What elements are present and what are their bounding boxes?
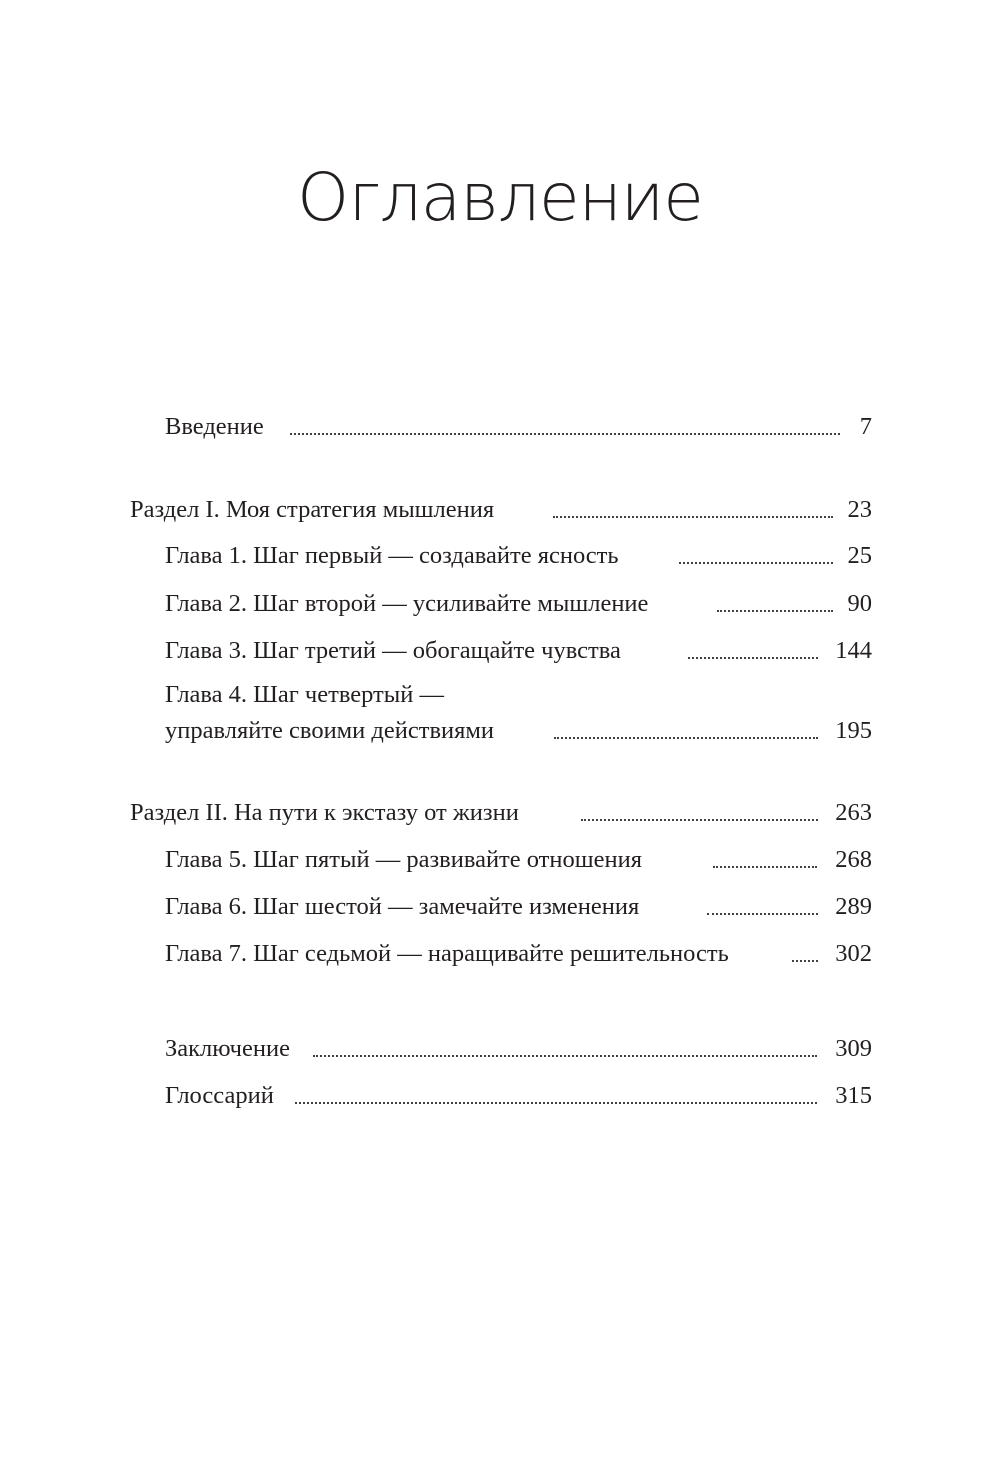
toc-entry-chapter-3[interactable] <box>0 633 1000 669</box>
toc-entry-label: Заключение <box>165 1035 290 1062</box>
toc-entry-page: 195 <box>835 717 872 744</box>
dot-leader <box>792 960 818 962</box>
toc-entry-page: 144 <box>835 637 872 664</box>
toc-entry-label: Глава 1. Шаг первый — создавайте ясность <box>165 542 619 569</box>
toc-entry-conclusion[interactable] <box>0 1031 1000 1067</box>
toc-entry-label: Глоссарий <box>165 1082 274 1109</box>
toc-entry-page: 7 <box>859 413 872 440</box>
toc-entry-intro[interactable] <box>0 409 1000 445</box>
toc-entry-page: 23 <box>847 496 872 523</box>
dot-leader <box>707 913 818 915</box>
dot-leader <box>688 657 818 659</box>
toc-entry-glossary[interactable] <box>0 1078 1000 1114</box>
toc-entry-page: 90 <box>847 590 872 617</box>
dot-leader <box>679 562 833 564</box>
dot-leader <box>295 1102 817 1104</box>
toc-entry-page: 289 <box>835 893 872 920</box>
page-title: Оглавление <box>297 159 703 236</box>
toc-entry-chapter-5[interactable] <box>0 842 1000 878</box>
toc-entry-page: 263 <box>835 799 872 826</box>
dot-leader <box>313 1055 817 1057</box>
toc-entry-label-line-2: управляйте своими действиями <box>165 717 495 744</box>
dot-leader <box>553 516 833 518</box>
toc-entry-page: 302 <box>835 940 872 967</box>
toc-entry-label: Глава 6. Шаг шестой — замечайте изменения <box>165 893 640 920</box>
dot-leader <box>713 866 817 868</box>
toc-entry-page: 309 <box>835 1035 872 1062</box>
toc-entry-page: 315 <box>835 1082 872 1109</box>
toc-entry-label: Раздел I. Моя стратегия мышления <box>130 496 495 523</box>
dot-leader <box>290 433 840 435</box>
toc-entry-label: Глава 2. Шаг второй — усиливайте мышление <box>165 590 649 617</box>
toc-entry-chapter-2[interactable] <box>0 586 1000 622</box>
toc-entry-label: Раздел II. На пути к экстазу от жизни <box>130 799 519 826</box>
toc-entry-chapter-6[interactable] <box>0 889 1000 925</box>
toc-entry-page: 25 <box>847 542 872 569</box>
dot-leader <box>717 610 833 612</box>
toc-entry-label: Введение <box>165 413 264 440</box>
toc-entry-label: Глава 3. Шаг третий — обогащайте чувства <box>165 637 621 664</box>
toc-entry-part-2[interactable] <box>0 795 1000 831</box>
toc-entry-chapter-1[interactable] <box>0 538 1000 574</box>
toc-entry-label-line-1: Глава 4. Шаг четвертый — <box>165 681 444 708</box>
toc-entry-label: Глава 5. Шаг пятый — развивайте отношения <box>165 846 642 873</box>
dot-leader <box>554 737 818 739</box>
toc-entry-chapter-7[interactable] <box>0 936 1000 972</box>
toc-entry-part-1[interactable] <box>0 492 1000 528</box>
toc-entry-page: 268 <box>835 846 872 873</box>
toc-entry-chapter-4[interactable] <box>0 677 1000 749</box>
dot-leader <box>581 819 818 821</box>
toc-entry-label: Глава 7. Шаг седьмой — наращивайте решительность <box>165 940 729 967</box>
